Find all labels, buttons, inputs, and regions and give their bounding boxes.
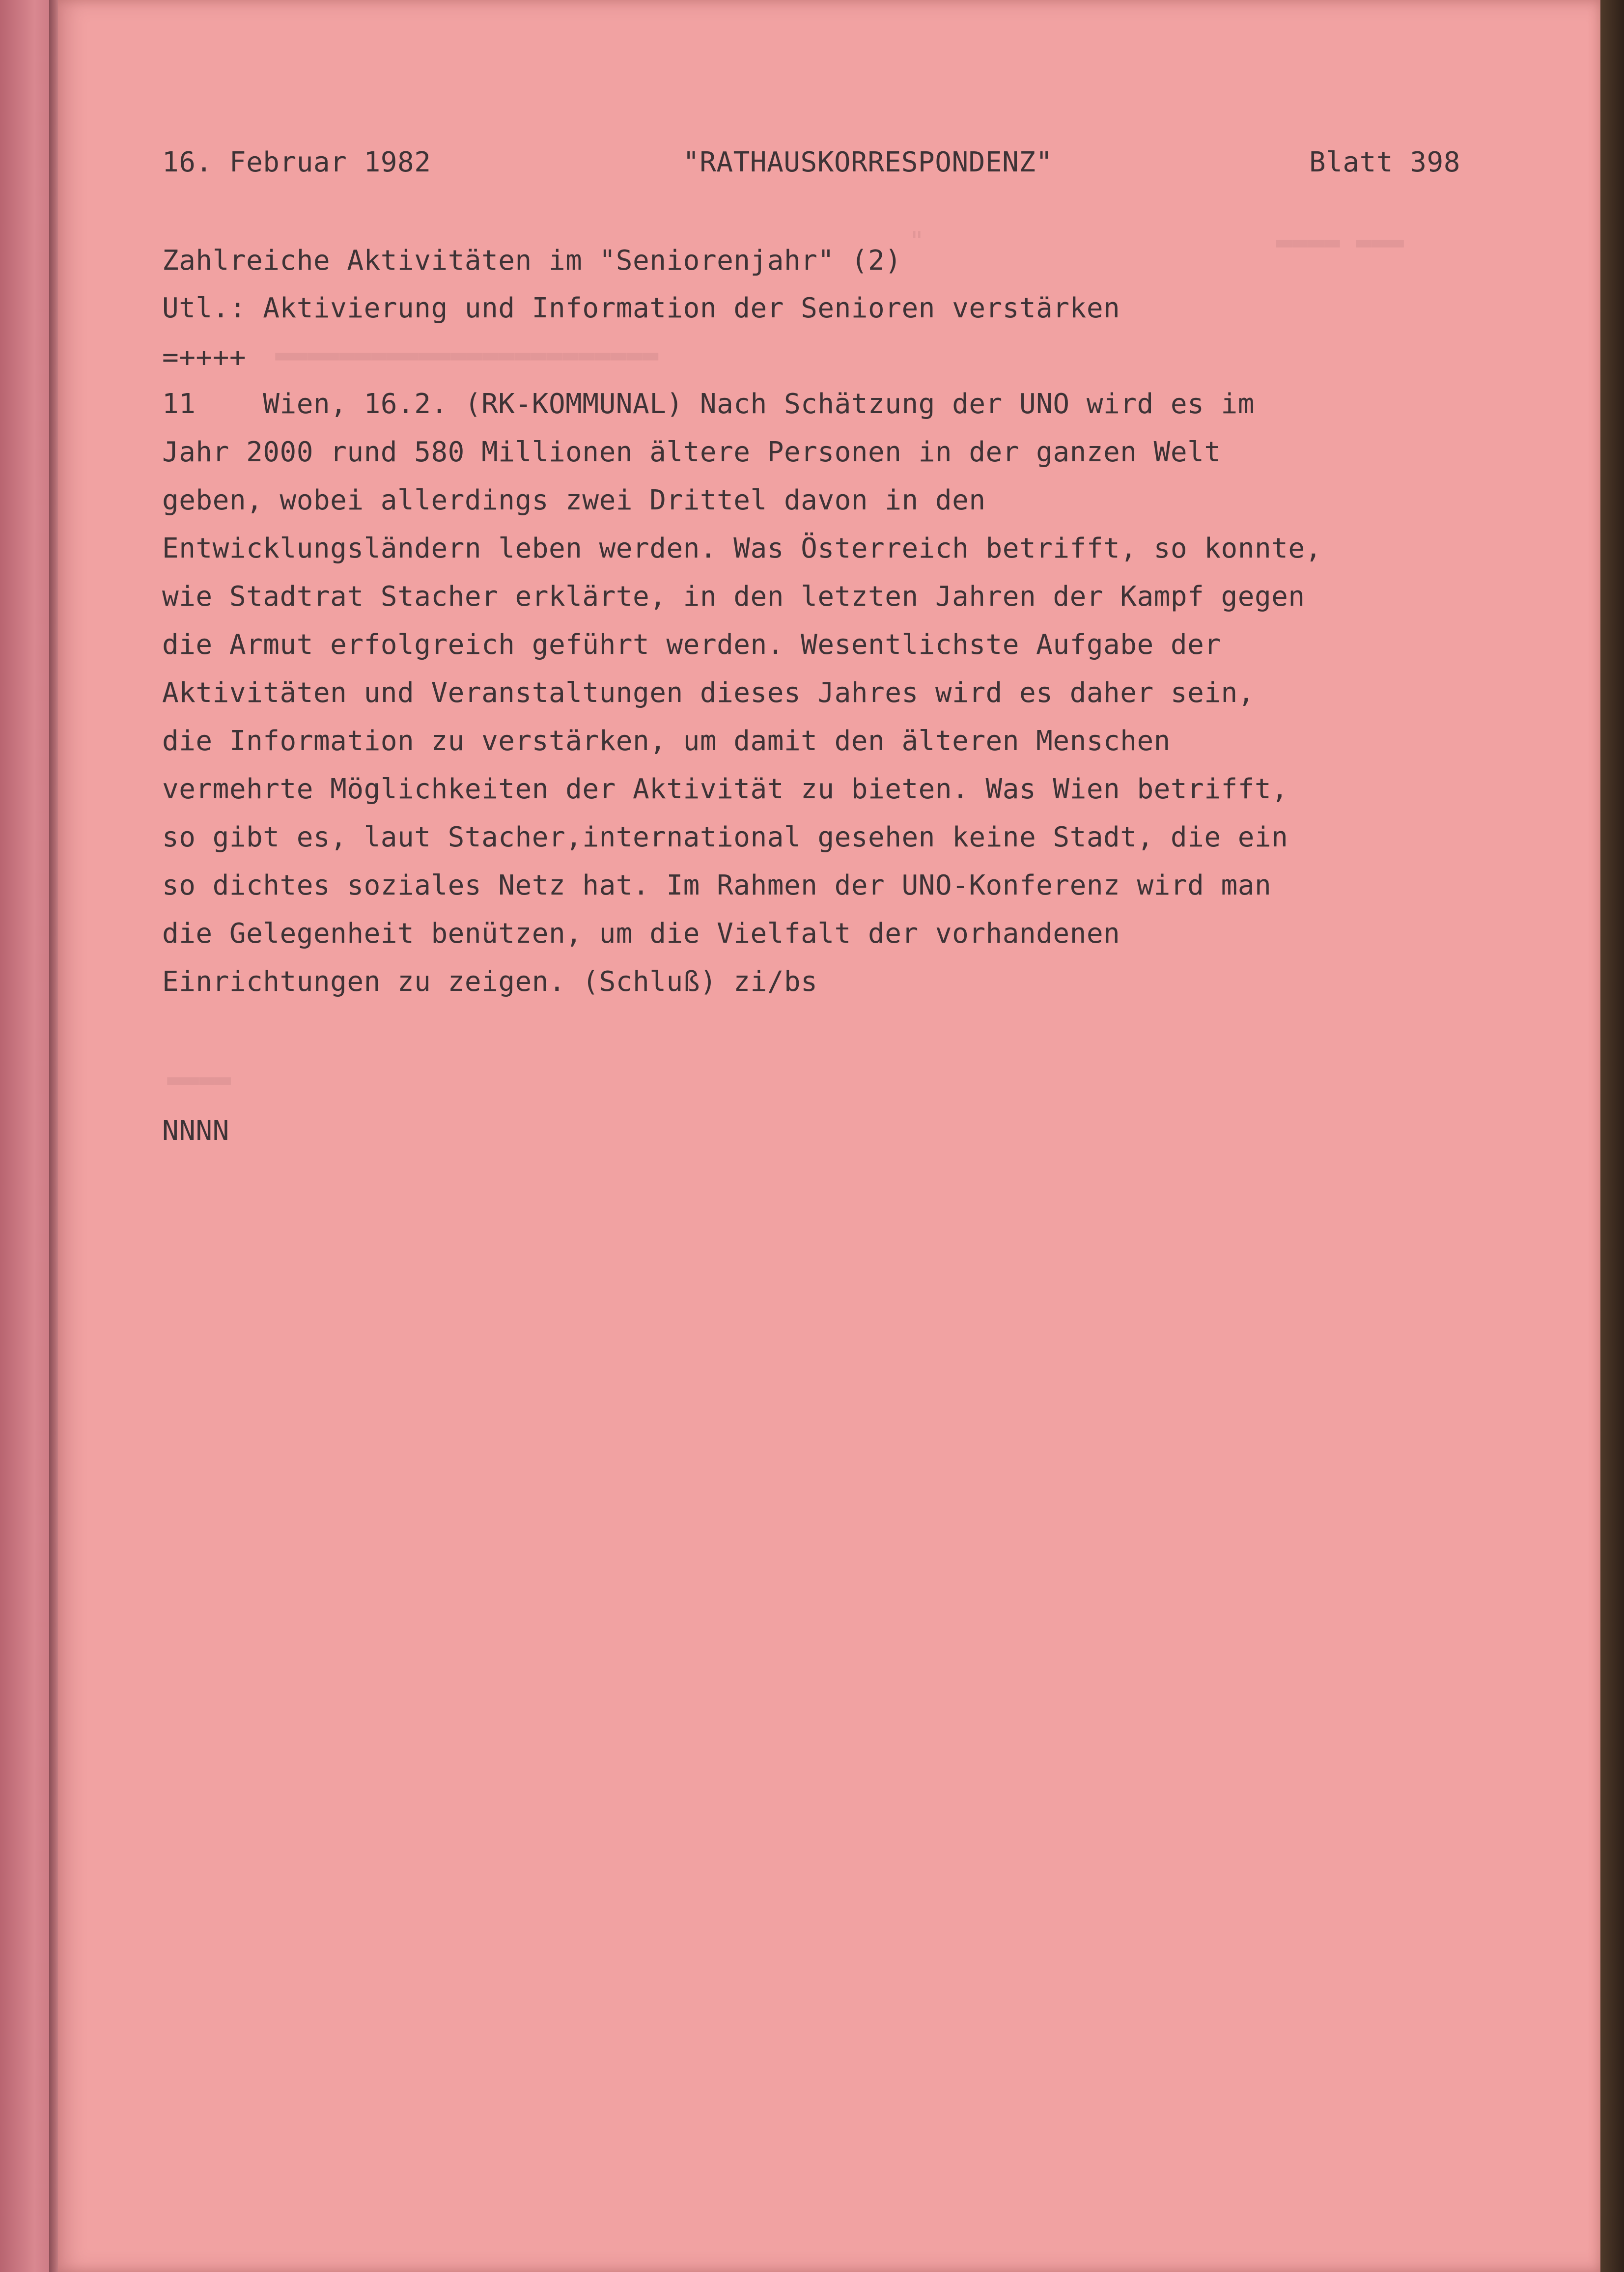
body-line: so gibt es, laut Stacher,international gesehen keine Stadt, die ein (162, 821, 1288, 853)
body-line: vermehrte Möglichkeiten der Aktivität zu bieten. Was Wien betrifft, (162, 773, 1288, 805)
binder-spine (1600, 0, 1624, 2272)
article-title: Zahlreiche Aktivitäten im "Seniorenjahr" (2) (162, 245, 902, 277)
bleed-through-text: " ▬▬▬▬ ▬▬▬ (909, 226, 1404, 257)
bleed-through-text: ▬▬▬▬▬▬▬▬▬▬▬▬▬▬▬▬▬▬▬▬▬▬▬▬ (275, 339, 659, 370)
header-date: 16. Februar 1982 (162, 146, 431, 178)
body-line: Jahr 2000 rund 580 Millionen ältere Personen in der ganzen Welt (162, 436, 1221, 468)
body-line: wie Stadtrat Stacher erklärte, in den letzten Jahren der Kampf gegen (162, 581, 1305, 613)
header-sheet-number: Blatt 398 (1309, 146, 1460, 178)
body-line: Entwicklungsländern leben werden. Was Österreich betrifft, so konnte, (162, 533, 1322, 564)
body-line: die Gelegenheit benützen, um die Vielfalt der vorhandenen (162, 918, 1120, 950)
body-line: Einrichtungen zu zeigen. (Schluß) zi/bs (162, 966, 818, 998)
article-subtitle: Utl.: Aktivierung und Information der Senioren verstärken (162, 292, 1120, 324)
body-line: so dichtes soziales Netz hat. Im Rahmen der UNO-Konferenz wird man (162, 870, 1272, 901)
end-marker: NNNN (162, 1115, 229, 1147)
body-line: Aktivitäten und Veranstaltungen dieses Jahres wird es daher sein, (162, 677, 1255, 709)
article-separator: =++++ (162, 341, 247, 373)
bleed-through-text: ▬▬▬▬ (167, 1064, 231, 1094)
body-line: 11 Wien, 16.2. (RK-KOMMUNAL) Nach Schätzung der UNO wird es im (162, 388, 1255, 420)
body-line: geben, wobei allerdings zwei Drittel davon in den (162, 484, 986, 516)
body-line: die Armut erfolgreich geführt werden. Wesentlichste Aufgabe der (162, 629, 1221, 661)
body-line: die Information zu verstärken, um damit den älteren Menschen (162, 725, 1171, 757)
header-publication: "RATHAUSKORRESPONDENZ" (683, 146, 1053, 178)
